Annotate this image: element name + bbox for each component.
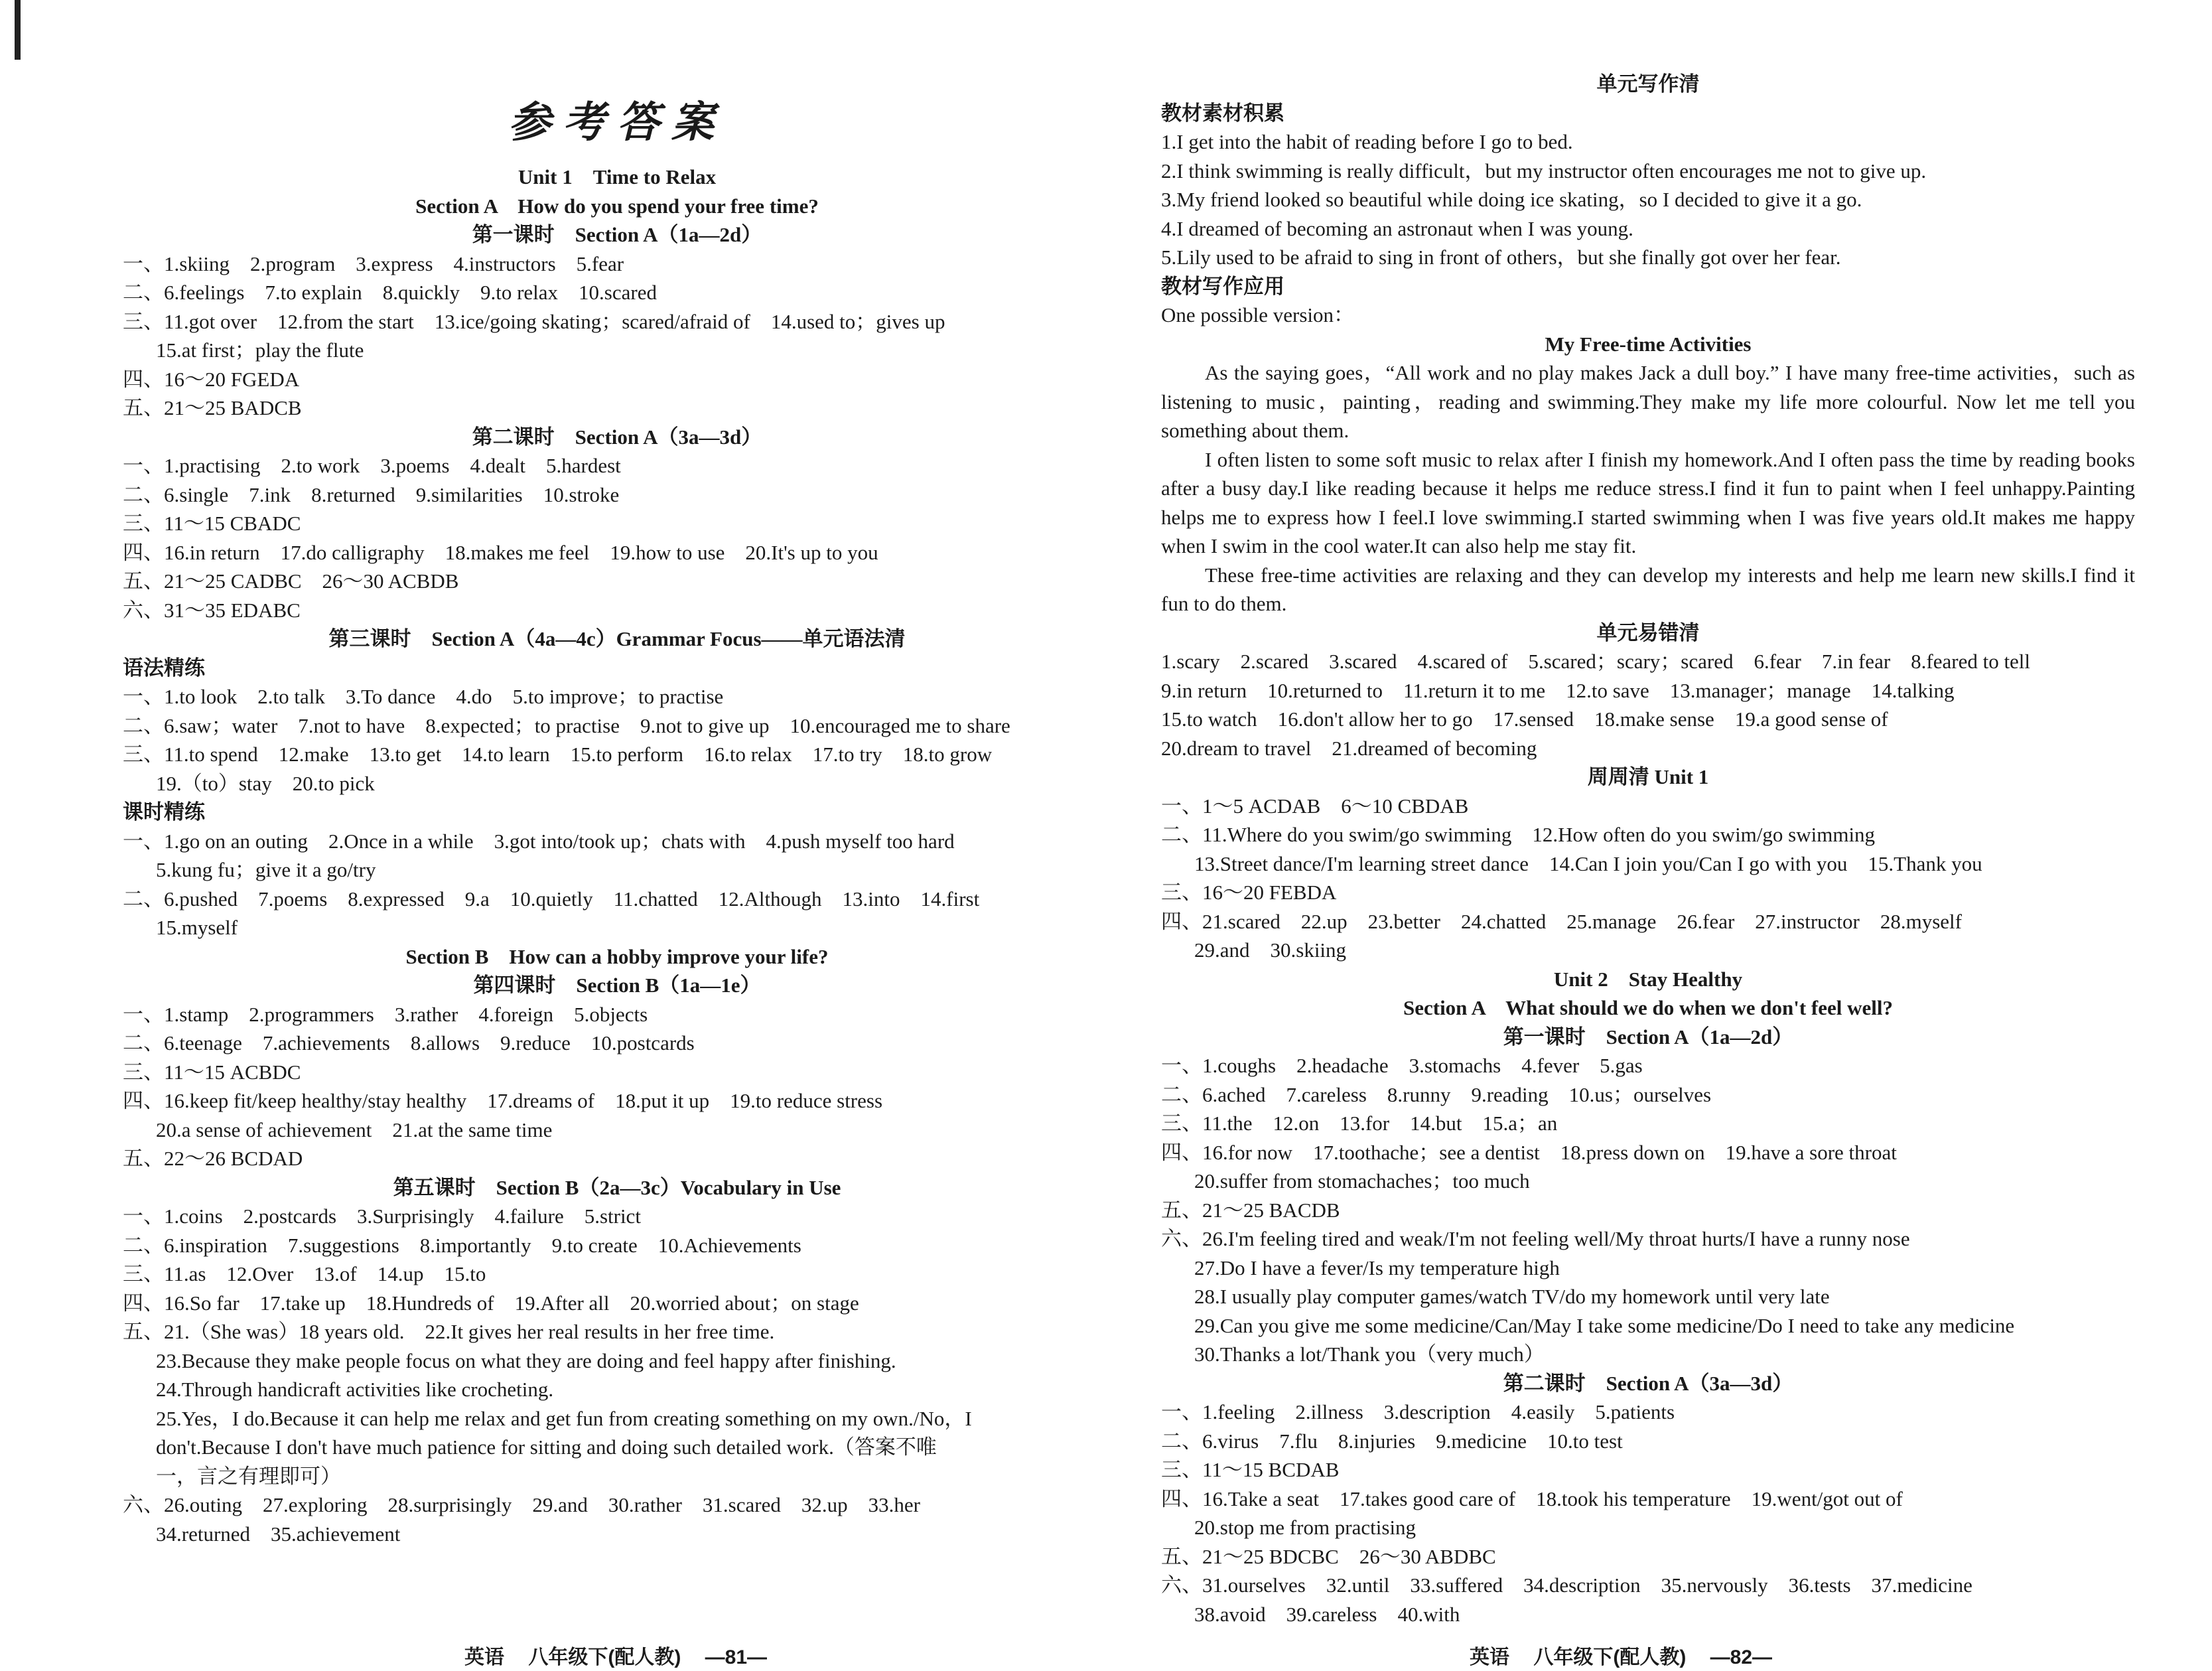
footer-grade: 八年级下(配人教): [1533, 1646, 1687, 1668]
section-heading: Section A How do you spend your free time?: [415, 194, 819, 218]
answer-line: 四、16.Take a seat 17.takes good care of 18.took his temperature 19.went/got out of: [1161, 1487, 1903, 1510]
answer-line: 三、11.the 12.on 13.for 14.but 15.a；an: [1161, 1112, 1558, 1135]
section-heading: 第一课时 Section A（1a—2d）: [472, 223, 762, 246]
section-heading: 单元写作清: [1596, 72, 1700, 96]
answer-line: 28.I usually play computer games/watch TV/do my homework until very late: [1194, 1285, 1830, 1308]
footer-grade: 八年级下(配人教): [528, 1646, 681, 1668]
essay-paragraph: I often listen to some soft music to relax after I finish my homework.And I often pass the time by reading books after a busy day.I like reading because it helps me reduce stress.I find it fun to paint when I feel unhappy.Painting helps me to express how I feel.I love swimming.I started swimming when I was five years old.It makes me happy when I swim in the cool water.It can also help me stay fit.: [1161, 447, 2135, 557]
answer-line: 二、6.virus 7.flu 8.injuries 9.medicine 10.to test: [1161, 1429, 1623, 1453]
answer-line: 2.I think swimming is really difficult，but my instructor often encourages me not to give up.: [1161, 159, 1927, 182]
answer-line: 三、11.as 12.Over 13.of 14.up 15.to: [123, 1262, 486, 1285]
answer-line: 5.kung fu；give it a go/try: [156, 858, 376, 881]
answer-line: 二、6.feelings 7.to explain 8.quickly 9.to relax 10.scared: [123, 281, 657, 304]
answer-line: One possible version：: [1161, 303, 1355, 327]
page-title: 参考答案: [508, 98, 726, 147]
answer-line: 五、21.（She was）18 years old. 22.It gives her real results in her free time.: [123, 1320, 775, 1343]
answer-line: 13.Street dance/I'm learning street dance 14.Can I join you/Can I go with you 15.Thank you: [1194, 851, 1982, 875]
left-page: [123, 76, 1111, 1548]
footer-subject: 英语: [464, 1646, 504, 1668]
answer-line: 38.avoid 39.careless 40.with: [1194, 1602, 1460, 1626]
answer-line: 一、1.coins 2.postcards 3.Surprisingly 4.failure 5.strict: [123, 1204, 641, 1228]
answer-line: 五、21～25 BADCB: [123, 396, 302, 419]
answer-line: 二、6.inspiration 7.suggestions 8.importantly 9.to create 10.Achievements: [123, 1233, 801, 1257]
answer-line: 五、21～25 BACDB: [1161, 1198, 1340, 1222]
answer-line: 1.scary 2.scared 3.scared 4.scared of 5.scared；scary；scared 6.fear 7.in fear 8.feared to tell: [1161, 650, 2031, 673]
answer-line: 五、21～25 BDCBC 26～30 ABDBC: [1161, 1544, 1496, 1568]
answer-line: 一、1.stamp 2.programmers 3.rather 4.foreign 5.objects: [123, 1002, 648, 1026]
answer-line: don't.Because I don't have much patience for sitting and doing such detailed work.（答案不唯: [156, 1435, 937, 1459]
answer-line: 二、6.teenage 7.achievements 8.allows 9.reduce 10.postcards: [123, 1031, 695, 1054]
answer-line: 一、1.go on an outing 2.Once in a while 3.got into/took up；chats with 4.push myself too hard: [123, 829, 955, 853]
section-heading: 第二课时 Section A（3a—3d）: [472, 425, 762, 449]
footer-left: [464, 1644, 786, 1671]
section-heading: 教材写作应用: [1161, 274, 1284, 298]
answer-line: 3.My friend looked so beautiful while doing ice skating，so I decided to give it a go.: [1161, 188, 1862, 211]
answer-line: 三、11.to spend 12.make 13.to get 14.to learn 15.to perform 16.to relax 17.to try 18.to grow: [123, 743, 993, 766]
answer-line: 三、11～15 ACBDC: [123, 1060, 301, 1084]
section-heading: 课时精练: [123, 800, 205, 824]
right-page: [1161, 70, 2135, 1629]
answer-line: 一、1.feeling 2.illness 3.description 4.easily 5.patients: [1161, 1400, 1675, 1423]
answer-line: 三、16～20 FEBDA: [1161, 881, 1337, 904]
answer-line: 二、6.saw；water 7.not to have 8.expected；to practise 9.not to give up 10.encouraged me to share: [123, 713, 1010, 737]
answer-line: 一、1.coughs 2.headache 3.stomachs 4.fever 5.gas: [1161, 1054, 1643, 1077]
answer-line: 1.I get into the habit of reading before I go to bed.: [1161, 130, 1573, 153]
answer-line: 一、1.skiing 2.program 3.express 4.instructors 5.fear: [123, 252, 624, 275]
section-heading: 单元易错清: [1596, 620, 1700, 644]
answer-line: 15.at first；play the flute: [156, 338, 364, 362]
section-heading: 第四课时 Section B（1a—1e）: [473, 974, 761, 997]
answer-line: 15.myself: [156, 916, 238, 939]
section-heading: My Free-time Activities: [1545, 332, 1752, 356]
section-heading: Unit 1 Time to Relax: [518, 165, 717, 188]
section-heading: Section A What should we do when we don't feel well?: [1403, 996, 1894, 1019]
answer-line: 一、1.to look 2.to talk 3.To dance 4.do 5.to improve；to practise: [123, 685, 724, 708]
writing-section: [1161, 70, 2135, 358]
section-heading: 第三课时 Section A（4a—4c）Grammar Focus——单元语法清: [328, 627, 906, 650]
section-heading: 第二课时 Section A（3a—3d）: [1503, 1371, 1793, 1395]
answer-line: 23.Because they make people focus on what they are doing and feel happy after finishing.: [156, 1348, 896, 1372]
answer-line: 30.Thanks a lot/Thank you（very much）: [1194, 1343, 1545, 1366]
answer-line: 三、11～15 CBADC: [123, 512, 301, 535]
answer-line: 五、21～25 CADBC 26～30 ACBDB: [123, 569, 459, 593]
answer-line: 15.to watch 16.don't allow her to go 17.sensed 18.make sense 19.a good sense of: [1161, 707, 1888, 731]
binding-edge: [15, 0, 21, 60]
footer-right: [1470, 1644, 1791, 1671]
answer-line: 四、16.So far 17.take up 18.Hundreds of 19.After all 20.worried about；on stage: [123, 1291, 859, 1315]
answer-line: 一、1～5 ACDAB 6～10 CBDAB: [1161, 794, 1469, 818]
essay-paragraph: These free-time activities are relaxing and they can develop my interests and help me learn new skills.I find it fun to do them.: [1161, 563, 2135, 615]
answer-line: 二、11.Where do you swim/go swimming 12.How often do you swim/go swimming: [1161, 823, 1876, 846]
section-heading: 教材素材积累: [1161, 101, 1284, 125]
footer-page-number: —81—: [705, 1646, 768, 1668]
section-heading: 周周清 Unit 1: [1587, 765, 1709, 788]
answer-line: 二、6.ached 7.careless 8.runny 9.reading 10.us；ourselves: [1161, 1082, 1712, 1106]
answer-line: 三、11～15 BCDAB: [1161, 1458, 1340, 1481]
essay-paragraph: As the saying goes，“All work and no play makes Jack a dull boy.” I have many free-time activities，such as listening to music，painting，reading and swimming.They make my life more colourful. Now let me tell you something about them.: [1161, 361, 2135, 442]
answer-line: 19.（to）stay 20.to pick: [156, 771, 375, 795]
answer-line: 六、26.outing 27.exploring 28.surprisingly 29.and 30.rather 31.scared 32.up 33.her: [123, 1493, 920, 1516]
footer-page-number: —82—: [1710, 1646, 1773, 1668]
section-heading: Unit 2 Stay Healthy: [1553, 967, 1743, 991]
section-heading: 语法精练: [123, 656, 205, 680]
answer-line: 24.Through handicraft activities like crocheting.: [156, 1378, 554, 1401]
answer-line: 29.and 30.skiing: [1194, 938, 1347, 962]
answer-line: 20.a sense of achievement 21.at the same time: [156, 1118, 553, 1141]
answer-line: 三、11.got over 12.from the start 13.ice/going skating；scared/afraid of 14.used to；gives up: [123, 309, 945, 333]
answer-line: 9.in return 10.returned to 11.return it to me 12.to save 13.manager；manage 14.talking: [1161, 678, 1955, 702]
answer-line: 一、1.practising 2.to work 3.poems 4.dealt 5.hardest: [123, 454, 621, 477]
answer-line: 四、16.in return 17.do calligraphy 18.makes me feel 19.how to use 20.It's up to you: [123, 540, 878, 564]
section-heading: 第一课时 Section A（1a—2d）: [1503, 1025, 1793, 1049]
answer-line: 25.Yes，I do.Because it can help me relax and get fun from creating something on my own./No，I: [156, 1406, 972, 1430]
footer-subject: 英语: [1470, 1646, 1509, 1668]
answer-line: 20.dream to travel 21.dreamed of becoming: [1161, 736, 1537, 760]
answer-line: 六、31～35 EDABC: [123, 598, 301, 622]
answer-line: 二、6.single 7.ink 8.returned 9.similarities 10.stroke: [123, 482, 620, 506]
model-essay: [1161, 358, 2135, 618]
answer-line: 4.I dreamed of becoming an astronaut when I was young.: [1161, 216, 1633, 240]
answer-line: 34.returned 35.achievement: [156, 1522, 401, 1546]
answer-line: 一，言之有理即可）: [156, 1464, 341, 1488]
answer-line: 20.stop me from practising: [1194, 1516, 1417, 1539]
answer-line: 六、26.I'm feeling tired and weak/I'm not feeling well/My throat hurts/I have a runny nose: [1161, 1227, 1910, 1250]
answer-line: 四、16.for now 17.toothache；see a dentist 18.press down on 19.have a sore throat: [1161, 1140, 1897, 1164]
right-answer-lines: [1161, 618, 2135, 1629]
left-answer-lines: [123, 163, 1111, 1548]
answer-line: 29.Can you give me some medicine/Can/May I take some medicine/Do I need to take any medicine: [1194, 1313, 2015, 1337]
answer-line: 四、21.scared 22.up 23.better 24.chatted 25.manage 26.fear 27.instructor 28.myself: [1161, 909, 1962, 933]
answer-line: 5.Lily used to be afraid to sing in front of others，but she finally got over her fear.: [1161, 246, 1841, 269]
answer-line: 二、6.pushed 7.poems 8.expressed 9.a 10.quietly 11.chatted 12.Although 13.into 14.first: [123, 887, 980, 910]
answer-line: 四、16～20 FGEDA: [123, 367, 300, 391]
section-heading: 第五课时 Section B（2a—3c）Vocabulary in Use: [393, 1175, 841, 1199]
answer-line: 27.Do I have a fever/Is my temperature high: [1194, 1256, 1560, 1279]
answer-line: 六、31.ourselves 32.until 33.suffered 34.description 35.nervously 36.tests 37.medicine: [1161, 1573, 1972, 1597]
section-heading: Section B How can a hobby improve your life?: [405, 944, 829, 968]
answer-line: 20.suffer from stomachaches；too much: [1194, 1169, 1530, 1193]
answer-line: 五、22～26 BCDAD: [123, 1147, 303, 1170]
answer-line: 四、16.keep fit/keep healthy/stay healthy 17.dreams of 18.put it up 19.to reduce stress: [123, 1089, 883, 1112]
